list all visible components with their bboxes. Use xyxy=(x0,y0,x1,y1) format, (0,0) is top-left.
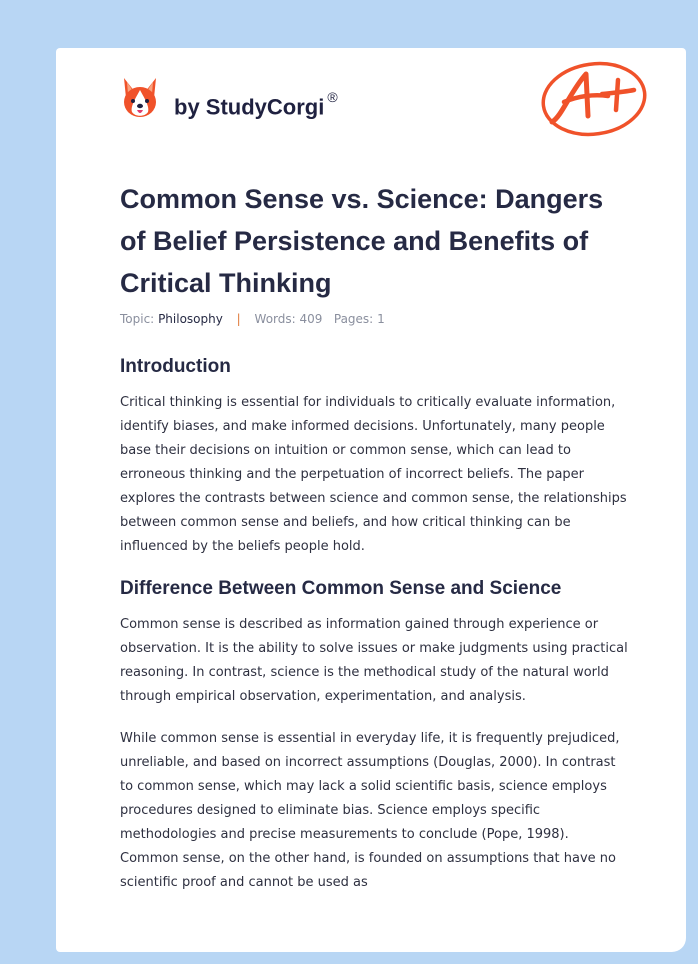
section-heading-introduction: Introduction xyxy=(120,356,231,377)
meta-separator: | xyxy=(236,312,241,326)
topic-label: Topic: xyxy=(120,312,155,326)
document-body xyxy=(120,354,630,895)
words-label: Words: xyxy=(254,312,296,326)
studycorgi-logo[interactable] xyxy=(120,76,160,120)
topic-link[interactable]: Philosophy xyxy=(158,312,223,326)
document-page xyxy=(56,48,686,952)
page-title: Common Sense vs. Science: Dangers of Belief Persistence and Benefits of Critical Thinking xyxy=(120,184,604,298)
pages-count: 1 xyxy=(377,312,385,326)
paragraph: While common sense is essential in everyday life, it is frequently prejudiced, unreliable, and based on incorrect assumptions (Douglas, 2000). In contrast to common sense, which may lack a solid scientific basis, science employs procedures designed to eliminate bias. Science employs specific methodologies and precise measurements to conclude (Pope, 1998). Common sense, on the other hand, is founded on assumptions that have no scientific proof and cannot be used as xyxy=(120,731,620,890)
registered-mark: ® xyxy=(327,89,338,105)
paragraph: Critical thinking is essential for individuals to critically evaluate information, identify biases, and make informed decisions. Unfortunately, many people base their decisions on intuition or common sense, which can lead to erroneous thinking and the perpetuation of incorrect beliefs. The paper explores the contrasts between science and common sense, the relationships between common sense and beliefs, and how critical thinking can be influenced by the beliefs people hold. xyxy=(120,395,627,554)
document-meta xyxy=(120,312,385,326)
section-heading-difference: Difference Between Common Sense and Science xyxy=(120,578,562,599)
a-plus-stamp-icon xyxy=(538,58,650,146)
pages-label: Pages: xyxy=(333,312,374,326)
words-count: 409 xyxy=(299,312,323,326)
corgi-icon xyxy=(120,76,160,120)
paragraph: Common sense is described as information gained through experience or observation. It is the ability to solve issues or make judgments using practical reasoning. In contrast, science is the methodical study of the natural world through empirical observation, experimentation, and analysis. xyxy=(120,617,628,704)
brand-name[interactable]: by StudyCorgi ® xyxy=(174,89,338,120)
